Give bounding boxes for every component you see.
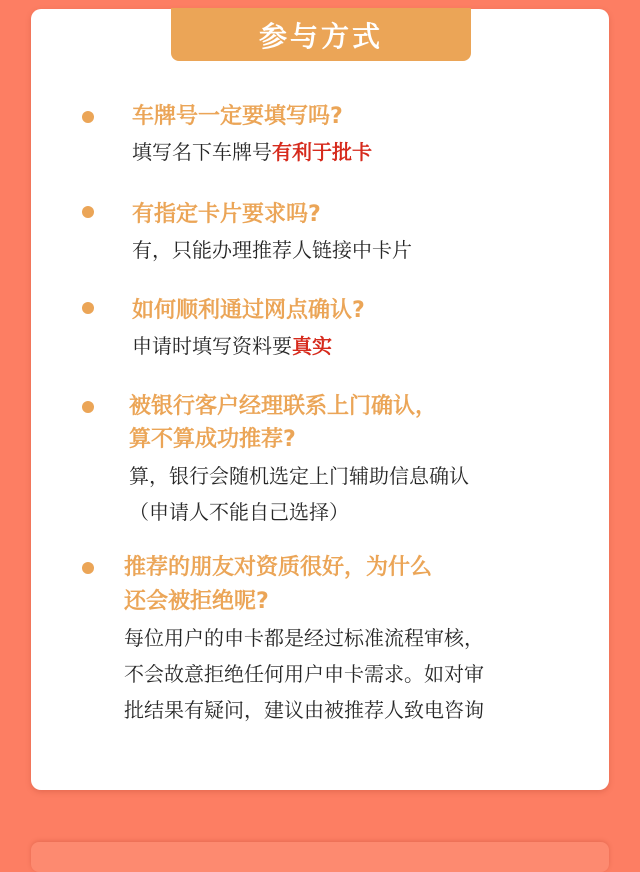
faq-answer-5-line-2: 不会故意拒绝任何用户申卡需求。如对审 [124, 662, 484, 686]
faq-question-4-line-2: 算不算成功推荐? [129, 427, 296, 452]
faq-answer-5-line-1: 每位用户的申卡都是经过标准流程审核， [124, 626, 484, 650]
bullet-dot-icon [82, 562, 94, 574]
bullet-dot-icon [82, 111, 94, 123]
bullet-dot-icon [82, 401, 94, 413]
faq-question-2: 有指定卡片要求吗? [132, 202, 321, 227]
faq-question-5-line-1: 推荐的朋友对资质很好，为什么 [124, 555, 433, 580]
faq-answer-4-line-2: （申请人不能自己选择） [129, 500, 349, 524]
faq-card [31, 9, 609, 790]
faq-question-1: 车牌号一定要填写吗? [132, 104, 343, 129]
next-card-edge [31, 842, 609, 872]
faq-answer-2: 有，只能办理推荐人链接中卡片 [132, 238, 412, 262]
bullet-dot-icon [82, 302, 94, 314]
faq-answer-3-text: 申请时填写资料要 [132, 334, 292, 358]
section-title: 参与方式 [171, 8, 471, 61]
faq-answer-5-line-3: 批结果有疑问，建议由被推荐人致电咨询 [124, 698, 484, 722]
faq-question-3: 如何顺利通过网点确认? [132, 298, 365, 323]
faq-answer-4-line-1: 算，银行会随机选定上门辅助信息确认 [129, 464, 469, 488]
faq-answer-3-highlight: 真实 [292, 334, 332, 358]
faq-answer-3 [132, 329, 332, 364]
faq-question-4-line-1: 被银行客户经理联系上门确认， [129, 394, 438, 419]
faq-answer-1-highlight: 有利于批卡 [272, 140, 372, 164]
faq-answer-1 [132, 135, 372, 170]
faq-question-5-line-2: 还会被拒绝呢? [124, 589, 269, 614]
bullet-dot-icon [82, 206, 94, 218]
faq-answer-1-text: 填写名下车牌号 [132, 140, 272, 164]
